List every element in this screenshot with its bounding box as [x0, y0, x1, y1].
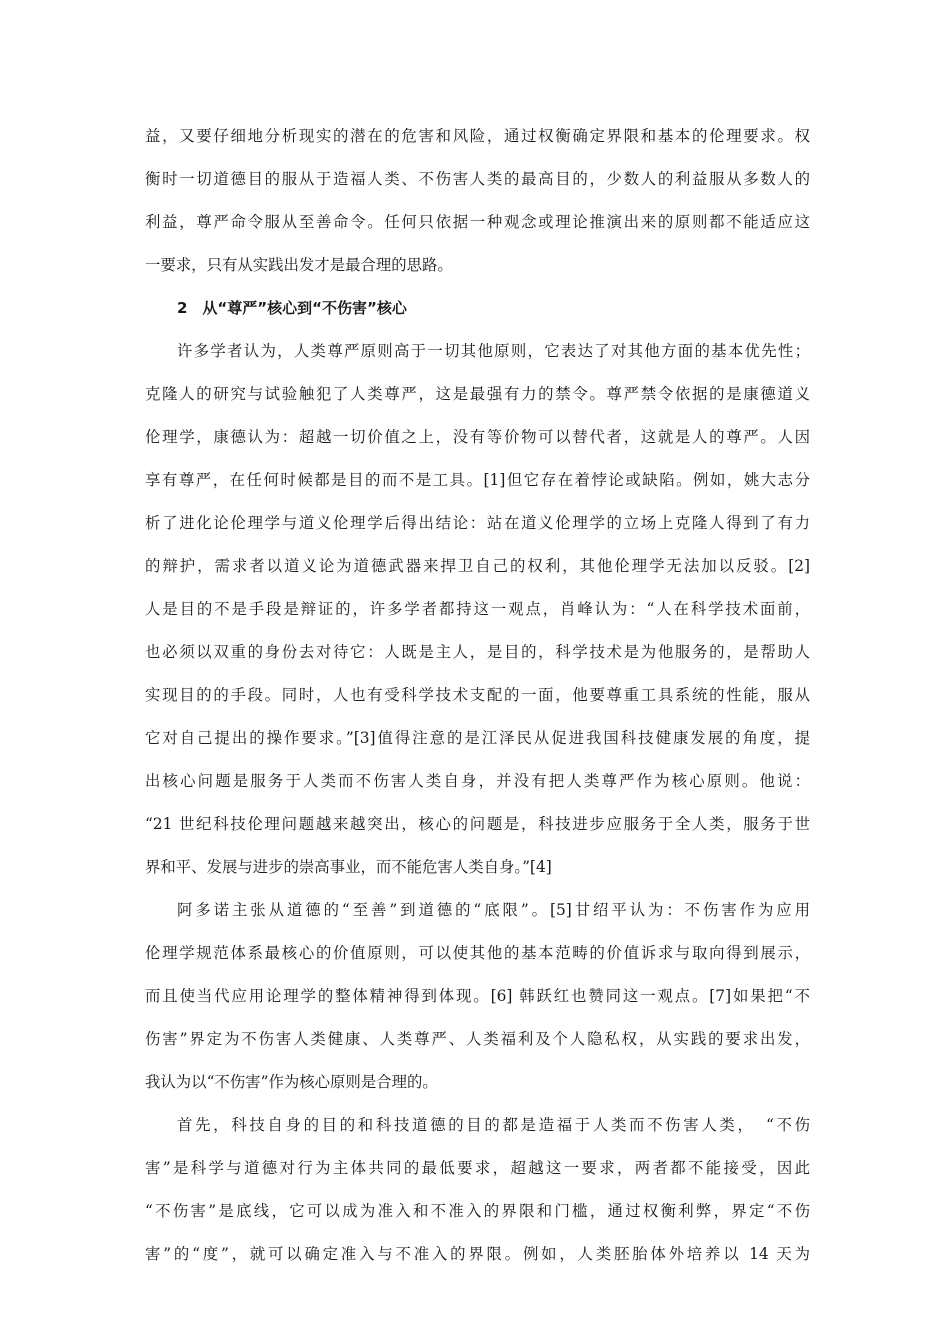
text-line: 首先，科技自身的目的和科技道德的目的都是造福于人类而不伤害人类， “不伤 — [177, 1116, 810, 1134]
text-line: “21 世纪科技伦理问题越来越突出，核心的问题是，科技进步应服务于全人类，服务于世 — [145, 815, 810, 833]
text-line: 析了进化论伦理学与道义伦理学后得出结论：站在道义伦理学的立场上克隆人得到了有力 — [145, 514, 810, 532]
section-heading: 2 从“尊严”核心到“不伤害”核心 — [177, 299, 407, 317]
text-line: 出核心问题是服务于人类而不伤害人类自身，并没有把人类尊严作为核心原则。他说： — [145, 772, 810, 790]
text-line: 利益，尊严命令服从至善命令。任何只依据一种观念或理论推演出来的原则都不能适应这 — [145, 213, 810, 231]
text-line: 克隆人的研究与试验触犯了人类尊严，这是最强有力的禁令。尊严禁令依据的是康德道义 — [145, 385, 810, 403]
text-line: 衡时一切道德目的服从于造福人类、不伤害人类的最高目的，少数人的利益服从多数人的 — [145, 170, 810, 188]
text-line: 阿多诺主张从道德的“至善”到道德的“底限”。[5]甘绍平认为：不伤害作为应用 — [177, 901, 810, 919]
text-line: 一要求，只有从实践出发才是最合理的思路。 — [145, 256, 453, 274]
text-line: 许多学者认为，人类尊严原则高于一切其他原则，它表达了对其他方面的基本优先性； — [177, 342, 810, 360]
text-line: 害”是科学与道德对行为主体共同的最低要求，超越这一要求，两者都不能接受，因此 — [145, 1159, 810, 1177]
text-line: 我认为以“不伤害”作为核心原则是合理的。 — [145, 1073, 438, 1091]
text-line: 伦理学规范体系最核心的价值原则，可以使其他的基本范畴的价值诉求与取向得到展示， — [145, 944, 810, 962]
text-line: 伦理学，康德认为：超越一切价值之上，没有等价物可以替代者，这就是人的尊严。人因 — [145, 428, 810, 446]
text-line: 实现目的的手段。同时，人也有受科学技术支配的一面，他要尊重工具系统的性能，服从 — [145, 686, 810, 704]
text-line: “不伤害”是底线，它可以成为准入和不准入的界限和门槛，通过权衡利弊，界定“不伤 — [145, 1202, 810, 1220]
text-line: 而且使当代应用论理学的整体精神得到体现。[6] 韩跃红也赞同这一观点。[7]如果把“不 — [145, 987, 810, 1005]
text-line: 享有尊严，在任何时候都是目的而不是工具。[1]但它存在着悖论或缺陷。例如，姚大志分 — [145, 471, 810, 489]
text-line: 益，又要仔细地分析现实的潜在的危害和风险，通过权衡确定界限和基本的伦理要求。权 — [145, 127, 810, 145]
text-line: 的辩护，需求者以道义论为道德武器来捍卫自己的权利，其他伦理学无法加以反驳。[2] — [145, 557, 810, 575]
text-line: 也必须以双重的身份去对待它：人既是主人，是目的，科学技术是为他服务的，是帮助人 — [145, 643, 810, 661]
text-line: 人是目的不是手段是辩证的，许多学者都持这一观点，肖峰认为：“人在科学技术面前， — [145, 600, 810, 618]
text-line: 界和平、发展与进步的崇高事业，而不能危害人类自身。”[4] — [145, 858, 552, 876]
text-line: 它对自己提出的操作要求。”[3]值得注意的是江泽民从促进我国科技健康发展的角度，提 — [145, 729, 810, 747]
text-line: 害”的“度”，就可以确定准入与不准入的界限。例如，人类胚胎体外培养以 14 天为 — [145, 1245, 810, 1263]
text-line: 伤害”界定为不伤害人类健康、人类尊严、人类福利及个人隐私权，从实践的要求出发， — [145, 1030, 810, 1048]
